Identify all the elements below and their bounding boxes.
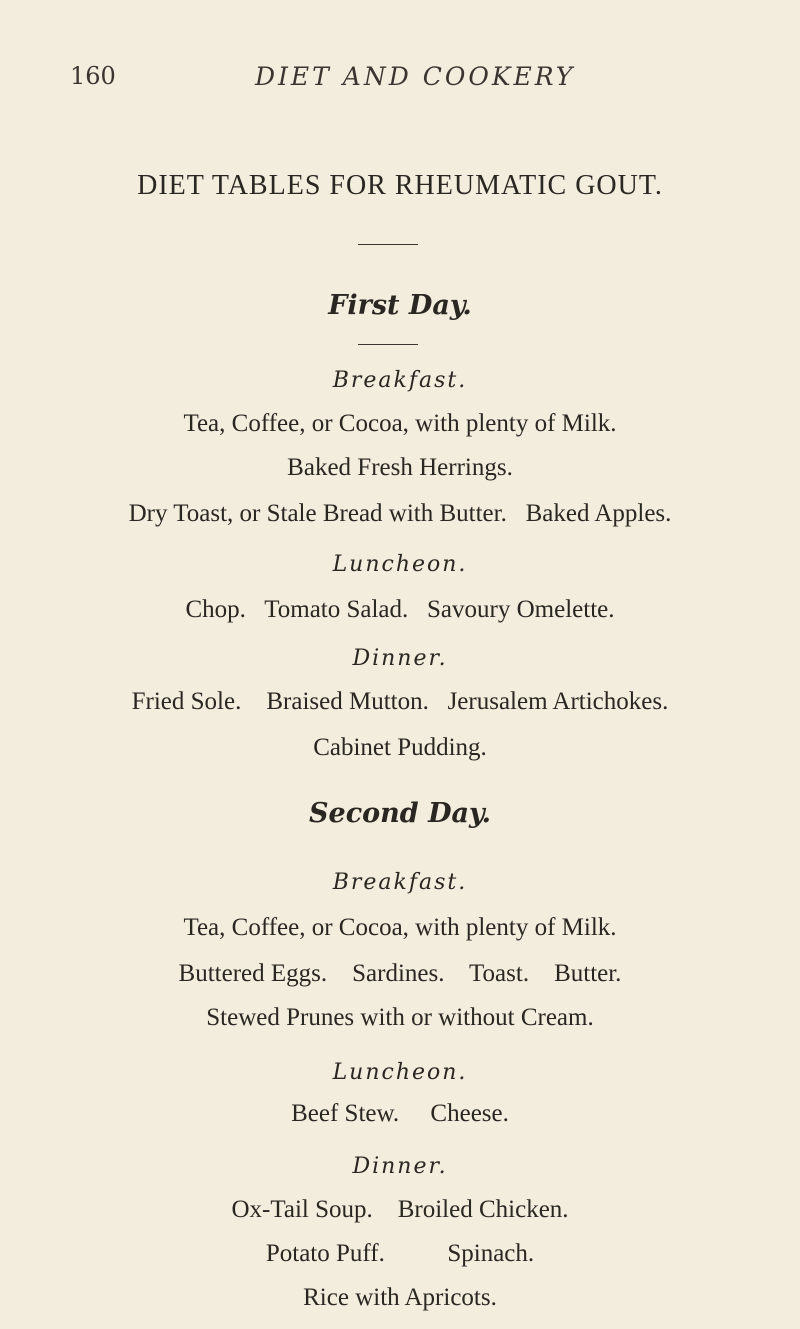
meal-heading-dinner: Dinner. [352,1154,448,1179]
menu-line: Tea, Coffee, or Cocoa, with plenty of Milk. [183,410,617,437]
menu-line: Stewed Prunes with or without Cream. [206,1004,594,1031]
divider-rule [358,244,418,245]
menu-line: Beef Stew. Cheese. [291,1100,509,1127]
page-number: 160 [70,62,116,90]
menu-line: Dry Toast, or Stale Bread with Butter. Baked Apples. [128,500,672,527]
day-heading-second: Second Day. [309,798,491,829]
menu-line: Potato Puff. Spinach. [265,1240,535,1267]
menu-line: Buttered Eggs. Sardines. Toast. Butter. [178,960,622,987]
menu-line: Baked Fresh Herrings. [287,454,513,481]
page-title: DIET TABLES FOR RHEUMATIC GOUT. [137,170,663,201]
meal-heading-luncheon: Luncheon. [332,1060,468,1085]
meal-heading-breakfast: Breakfast. [332,368,468,393]
menu-line: Fried Sole. Braised Mutton. Jerusalem Artichokes. [131,688,669,715]
page-header [0,62,800,102]
menu-line: Cabinet Pudding. [313,734,487,761]
menu-line: Tea, Coffee, or Cocoa, with plenty of Milk. [183,914,617,941]
menu-line: Ox-Tail Soup. Broiled Chicken. [231,1196,569,1223]
meal-heading-luncheon: Luncheon. [332,552,468,577]
meal-heading-breakfast: Breakfast. [332,870,468,895]
day-heading-first: First Day. [328,290,472,321]
menu-line: Rice with Apricots. [303,1284,497,1311]
divider-rule [358,344,418,345]
running-head: DIET AND COOKERY [255,62,576,91]
menu-line: Chop. Tomato Salad. Savoury Omelette. [185,596,615,623]
meal-heading-dinner: Dinner. [352,646,448,671]
